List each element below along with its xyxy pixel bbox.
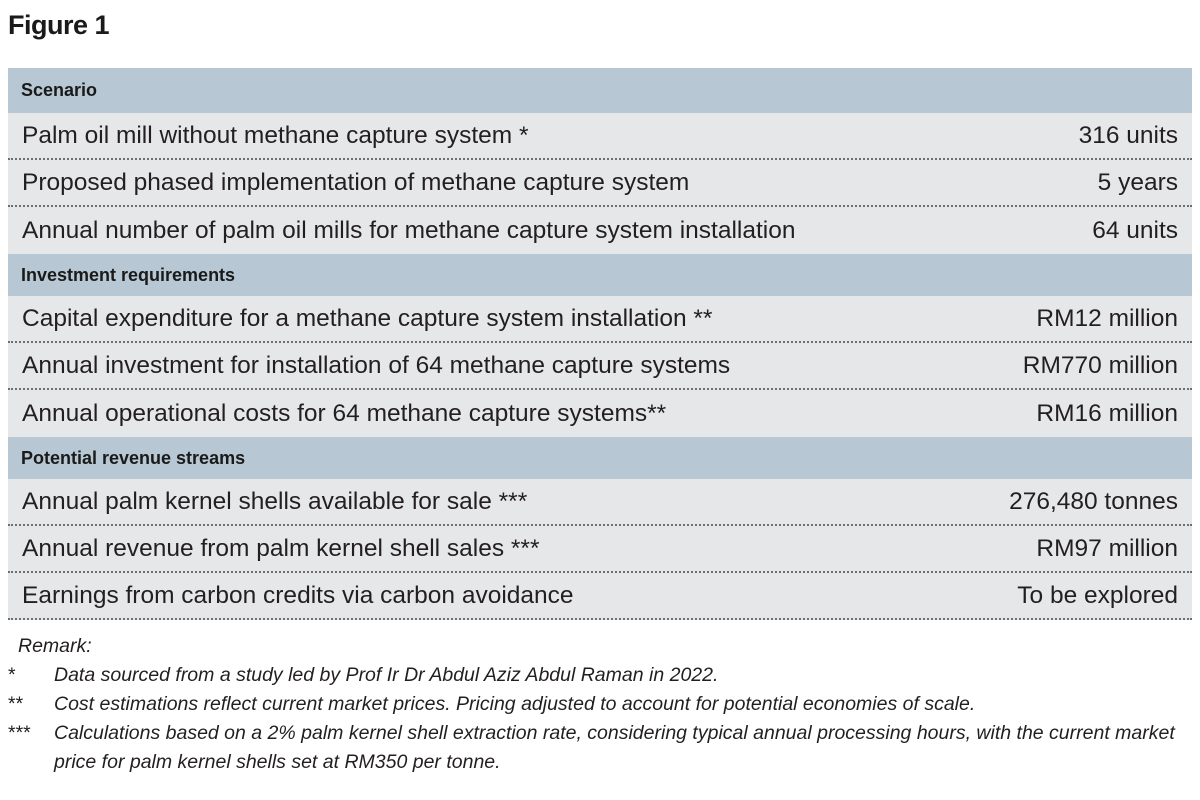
remark-note <box>8 719 1192 777</box>
figure-title: Figure 1 <box>8 10 110 40</box>
note-mark: * <box>8 664 16 686</box>
table-row <box>8 390 1192 437</box>
row-value: RM12 million <box>1036 304 1178 332</box>
row-label: Capital expenditure for a methane capture system installation ** <box>22 304 713 332</box>
table-row <box>8 296 1192 343</box>
table-row <box>8 160 1192 207</box>
row-label: Earnings from carbon credits via carbon avoidance <box>22 581 574 609</box>
remarks <box>8 632 1192 777</box>
row-label: Annual operational costs for 64 methane capture systems** <box>22 399 667 427</box>
remark-note <box>8 690 1192 719</box>
section-header-scenario: Scenario <box>8 68 1192 113</box>
table-row <box>8 526 1192 573</box>
table-row <box>8 573 1192 620</box>
table-row <box>8 343 1192 390</box>
remark-title: Remark: <box>18 635 92 657</box>
row-label: Annual investment for installation of 64 methane capture systems <box>22 351 731 379</box>
section-header-revenue: Potential revenue streams <box>8 437 1192 479</box>
data-table <box>8 68 1192 620</box>
remark-note <box>8 661 1192 690</box>
note-text: Data sourced from a study led by Prof Ir Dr Abdul Aziz Abdul Raman in 2022. <box>54 664 719 686</box>
row-value: 5 years <box>1097 168 1178 196</box>
row-value: To be explored <box>1017 581 1178 609</box>
row-value: 276,480 tonnes <box>1009 487 1178 515</box>
row-value: 64 units <box>1092 216 1178 244</box>
table-row <box>8 113 1192 160</box>
note-text: Cost estimations reflect current market prices. Pricing adjusted to account for potential economies of scale. <box>54 693 976 715</box>
table-row <box>8 207 1192 254</box>
row-value: RM770 million <box>1022 351 1178 379</box>
row-value: RM97 million <box>1036 534 1178 562</box>
row-label: Palm oil mill without methane capture system * <box>22 121 529 149</box>
table-row <box>8 479 1192 526</box>
section-header-investment: Investment requirements <box>8 254 1192 296</box>
note-mark: *** <box>8 722 31 744</box>
row-value: 316 units <box>1078 121 1178 149</box>
row-label: Annual palm kernel shells available for sale *** <box>22 487 528 515</box>
row-value: RM16 million <box>1036 399 1178 427</box>
row-label: Annual revenue from palm kernel shell sales *** <box>22 534 540 562</box>
note-mark: ** <box>8 693 24 715</box>
row-label: Proposed phased implementation of methane capture system <box>22 168 690 196</box>
row-label: Annual number of palm oil mills for methane capture system installation <box>22 216 796 244</box>
note-text: Calculations based on a 2% palm kernel shell extraction rate, considering typical annual processing hours, with the current market price for palm kernel shells set at RM350 per tonne. <box>54 722 1175 773</box>
